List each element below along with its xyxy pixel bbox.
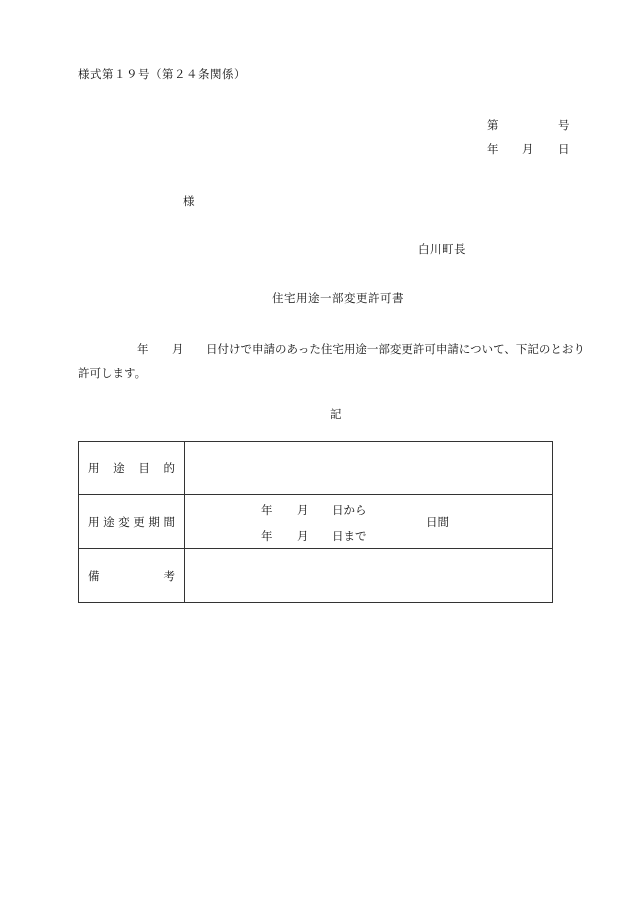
period-from-month: 月 [297,503,309,517]
issue-date-day: 日 [558,142,570,156]
remarks-label-char-1: 備 [88,568,100,583]
body-year: 年 [137,342,149,356]
period-to-day: 日まで [332,529,367,543]
permit-details-table [78,441,553,603]
document-title: 住宅用途一部変更許可書 [272,291,404,305]
period-to-year: 年 [261,529,273,543]
addressee-suffix: 様 [183,194,195,208]
remarks-value-cell [185,549,553,603]
period-to-month: 月 [297,529,309,543]
body-text-line-1: 日付けで申請のあった住宅用途一部変更許可申請について、下記のとおり [206,342,585,356]
period-from-day: 日から [332,503,367,517]
period-label: 用 途 変 更 期 間 [88,514,175,529]
purpose-label-cell [79,442,185,495]
remarks-label-cell [79,549,185,603]
document-number-suffix: 号 [558,118,570,132]
remarks-label-char-2: 考 [163,568,175,583]
ki-heading: 記 [330,407,342,421]
issue-date-year: 年 [487,142,499,156]
period-label-cell [79,495,185,549]
period-from-year: 年 [261,503,273,517]
period-value-cell [185,495,553,549]
issuer-name: 白川町長 [418,242,466,256]
form-number: 様式第１９号（第２４条関係） [78,67,246,81]
table-row-period [79,495,553,549]
period-days: 日間 [426,515,449,529]
purpose-label: 用 途 目 的 [88,461,175,475]
document-number-prefix: 第 [487,118,499,132]
body-month: 月 [172,342,184,356]
remarks-label [79,568,184,584]
issue-date-month: 月 [522,142,534,156]
table-row-purpose [79,442,553,495]
body-text-line-2: 許可します。 [78,366,147,380]
table-row-remarks [79,549,553,603]
purpose-value-cell [185,442,553,495]
